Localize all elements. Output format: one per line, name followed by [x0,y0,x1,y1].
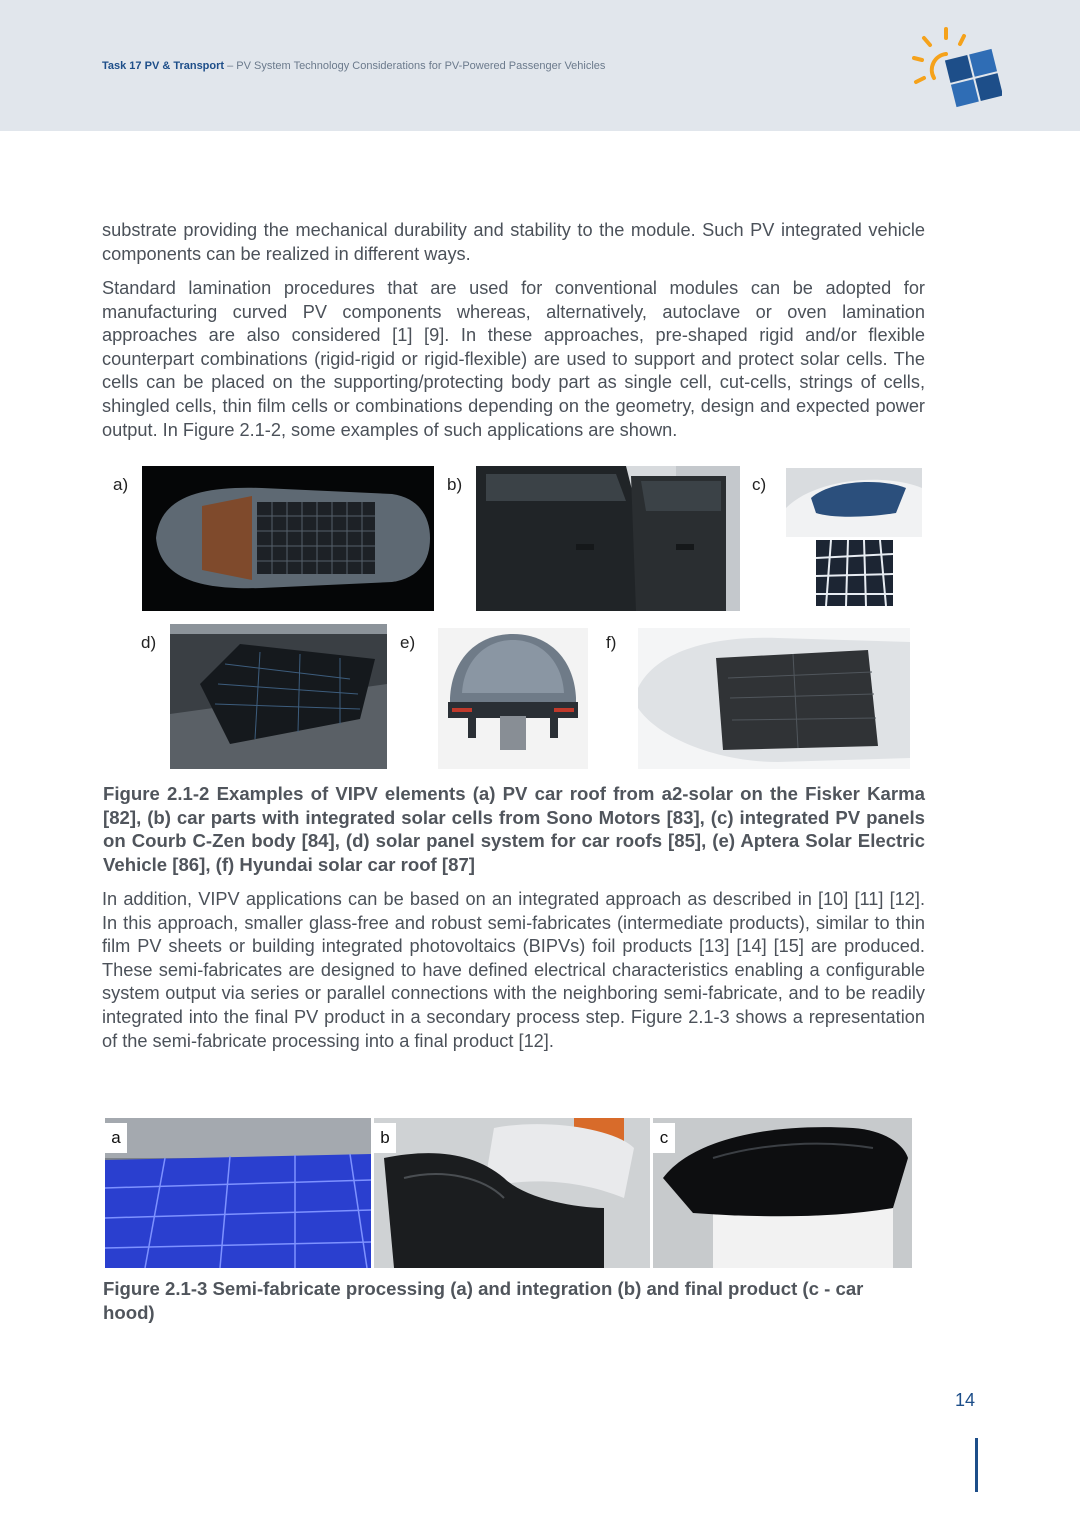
figure-3-tag-b: b [374,1123,396,1153]
photo-solar-roof-system [170,624,387,769]
figure-2-1-2-caption: Figure 2.1-2 Examples of VIPV elements (a) PV car roof from a2-solar on the Fisker Karma [82], (b) car parts with integrated solar cells from Sono Motors [83], (c) integrated PV panels on Courb C-Zen body [84], (d) solar panel system for car roofs [85], (e) Aptera Solar Electric Vehicle [86], (f) Hyundai solar car roof [87] [103,783,925,875]
photo-semi-fabricate-processing [105,1118,371,1268]
figure-label-b: b) [447,475,463,494]
photo-fisker-karma-pv-roof [142,466,434,611]
photo-courb-c-zen-cells [816,540,893,606]
page-header [0,0,1080,131]
photo-courb-c-zen-roof [786,468,922,537]
figure-label-d: d) [141,633,157,652]
iea-pvps-logo-icon [906,26,1002,110]
header-title [102,60,605,72]
photo-sono-motors-door [476,466,740,611]
task-label: Task 17 PV & Transport [102,60,225,72]
paragraph-1: substrate providing the mechanical durability and stability to the module. Such PV integrated vehicle components can be realized in different ways. [102,220,925,264]
photo-final-product-car-hood [653,1118,912,1268]
photo-aptera-vehicle [438,628,588,769]
page-number-rule [975,1438,978,1492]
page-number: 14 [955,1390,976,1410]
photo-semi-fabricate-integration [374,1118,650,1268]
paragraph-3: In addition, VIPV applications can be based on an integrated approach as described in [10] [11] [12]. In this approach, smaller glass-free and robust semi-fabricates (intermediate products), similar to thin film PV sheets or building integrated photovoltaics (BIPVs) foil products [13] [14] [15] are produced. These semi-fabricates are designed to have defined electrical characteristics enabling a configurable system output via series or parallel connections with the neighboring semi-fabricate, and to be readily integrated into the final PV product in a secondary process step. Figure 2.1-3 shows a representation of the semi-fabricate processing into a final product [12]. [102,889,925,1051]
figure-label-a: a) [113,475,129,494]
paragraph-2: Standard lamination procedures that are used for conventional modules can be adopted for manufacturing curved PV components whereas, alternatively, autoclave or oven lamination approaches are also considered [1] [9]. In these approaches, pre-shaped rigid and/or flexible counterpart combinations (rigid-rigid or rigid-flexible) are used to support and protect solar cells. The cells can be placed on the supporting/protecting body part as single cell, cut-cells, strings of cells, shingled cells, thin film cells or combinations depending on the geometry, design and expected power output. In Figure 2.1-2, some examples of such applications are shown. [102,278,925,440]
figure-label-e: e) [400,633,416,652]
figure-3-tag-c: c [653,1123,675,1153]
figure-3-tag-a: a [105,1123,127,1153]
figure-label-f: f) [606,633,617,652]
photo-hyundai-solar-roof [638,628,910,769]
figure-label-c: c) [752,475,767,494]
header-subtitle: – PV System Technology Considerations for PV-Powered Passenger Vehicles [224,60,606,72]
figure-2-1-3-caption: Figure 2.1-3 Semi-fabricate processing (a) and integration (b) and final product (c - car hood) [103,1278,864,1323]
